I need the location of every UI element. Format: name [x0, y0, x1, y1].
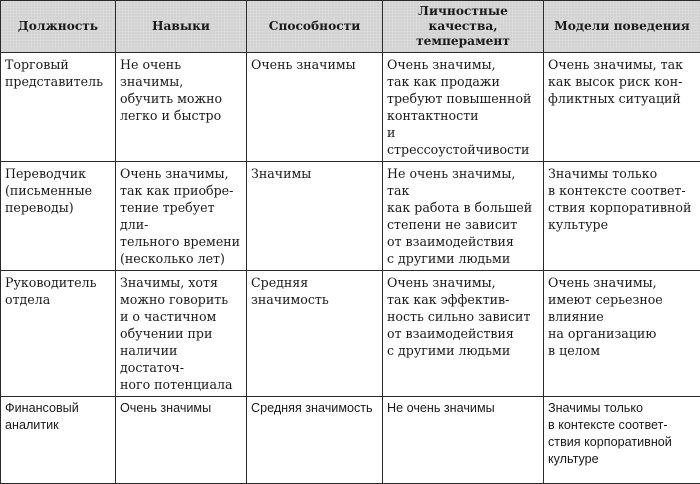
table-row [1, 162, 700, 271]
cell-skills: Очень значимы, так как приобре- тение требует дли- тельного времени (несколько лет) [116, 162, 247, 271]
cell-skills: Значимы, хотя можно говорить и о частичном обучении при наличии достаточ- ного потенциала [116, 271, 247, 397]
cell-position: Переводчик (письменные переводы) [1, 162, 116, 271]
cell-position: Торговый представитель [1, 53, 116, 162]
table-row [1, 53, 700, 162]
cell-skills: Не очень значимы, обучить можно легко и быстро [116, 53, 247, 162]
cell-position: Финансовый аналитик [1, 397, 116, 484]
table-row [1, 271, 700, 397]
cell-personality: Очень значимы, так как продажи требуют повышенной контактности и стрессоустойчивости [383, 53, 544, 162]
cell-abilities: Очень значимы [247, 53, 383, 162]
header-abilities: Способности [247, 1, 383, 53]
cell-position: Руководитель отдела [1, 271, 116, 397]
cell-behavior: Очень значимы, так как высок риск кон- фликтных ситуаций [544, 53, 700, 162]
header-behavior: Модели поведения [544, 1, 700, 53]
header-position: Должность [1, 1, 116, 53]
cell-personality: Очень значимы, так как эффектив- ность сильно зависит от взаимодействия с другими людьми [383, 271, 544, 397]
cell-behavior: Очень значимы, имеют серьезное влияние на организацию в целом [544, 271, 700, 397]
cell-personality: Не очень значимы [383, 397, 544, 484]
cell-behavior: Значимы только в контексте соответ- ствия корпоративной культуре [544, 162, 700, 271]
cell-behavior: Значимы только в контексте соответ- ствия корпоративной культуре [544, 397, 700, 484]
cell-personality: Не очень значимы, так как работа в большей степени не зависит от взаимодействия с другими людьми [383, 162, 544, 271]
header-row [1, 1, 700, 53]
cell-skills: Очень значимы [116, 397, 247, 484]
cell-abilities: Значимы [247, 162, 383, 271]
header-personality: Личностные качества, темперамент [383, 1, 544, 53]
header-skills: Навыки [116, 1, 247, 53]
cell-abilities: Средняя значимость [247, 271, 383, 397]
table-row [1, 397, 700, 484]
cell-abilities: Средняя значимость [247, 397, 383, 484]
